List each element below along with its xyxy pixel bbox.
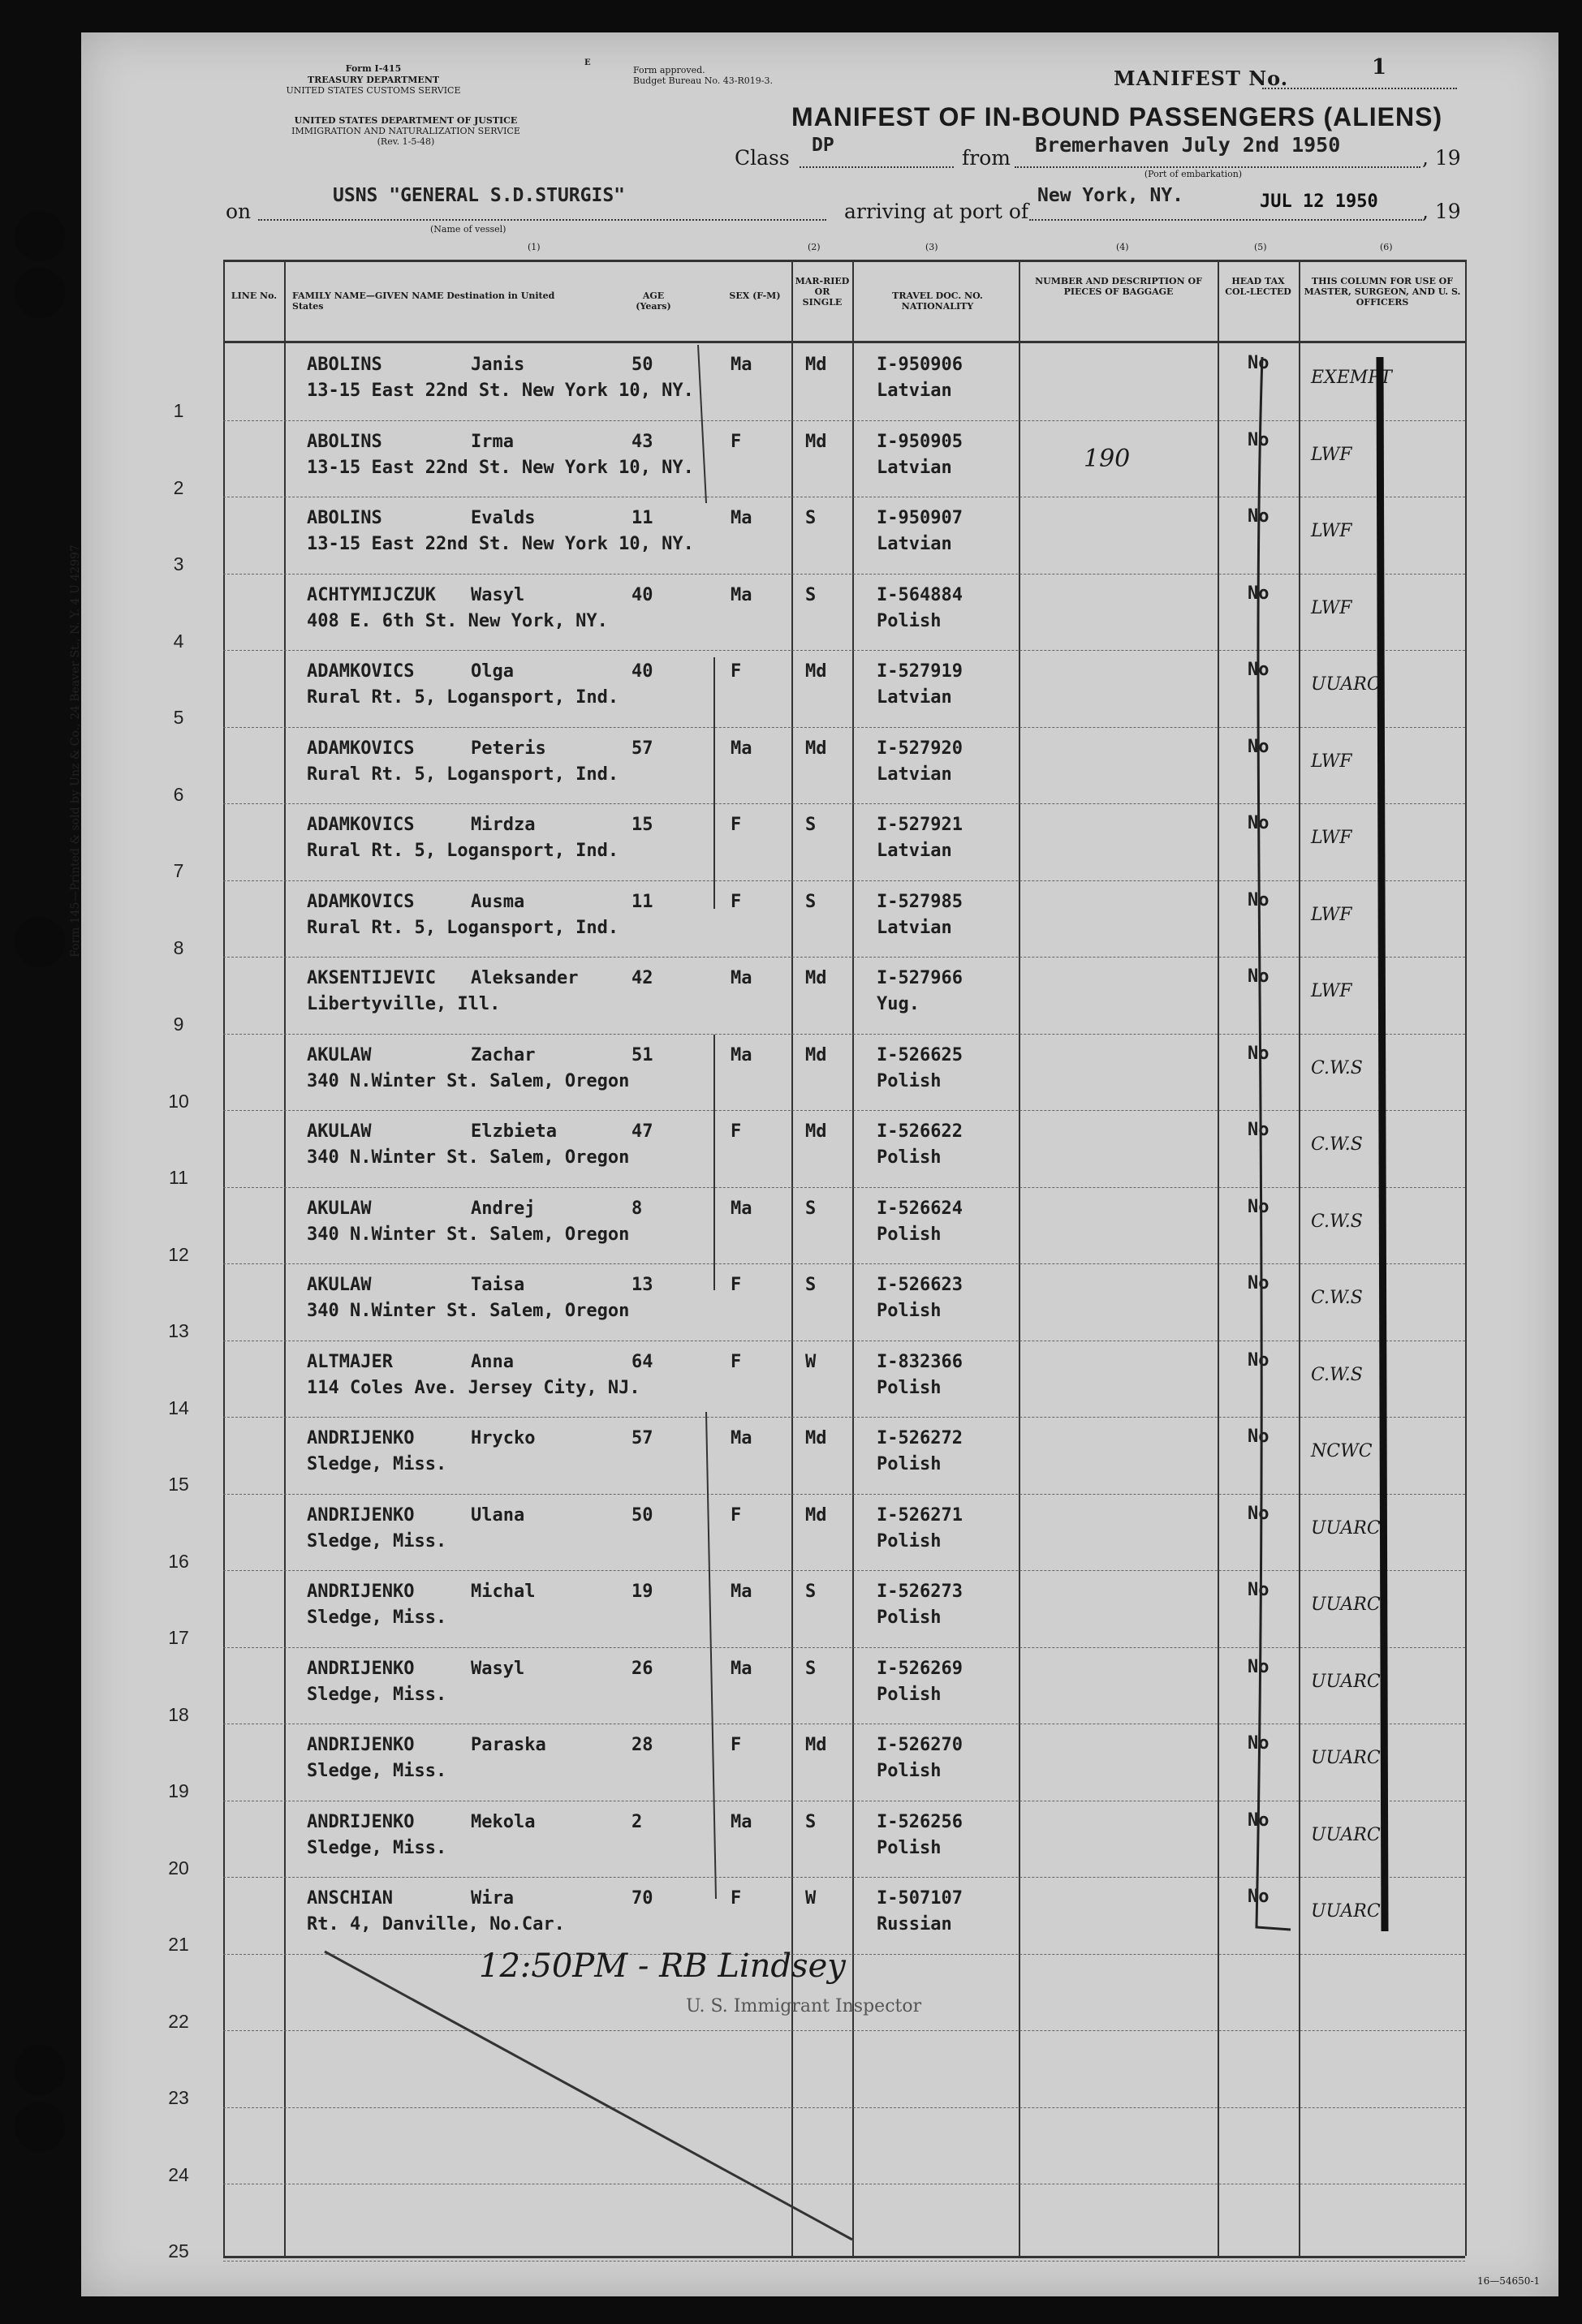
age: 15 <box>632 815 653 835</box>
officer-vertical-stroke <box>1380 357 1385 1931</box>
budget-bureau: Budget Bureau No. 43-R019-3. <box>633 75 774 86</box>
nationality: Polish <box>877 1837 942 1858</box>
destination: 340 N.Winter St. Salem, Oregon <box>307 1147 630 1168</box>
family-name: ANDRIJENKO <box>307 1582 415 1602</box>
nationality: Latvian <box>877 917 952 938</box>
marital-status: Md <box>805 1428 827 1448</box>
given-name: Ulana <box>471 1504 525 1526</box>
age: 42 <box>632 968 653 988</box>
embarkation-caption: (Port of embarkation) <box>1144 169 1243 179</box>
family-name: ADAMKOVICS <box>307 815 415 835</box>
destination: 13-15 East 22nd St. New York 10, NY. <box>307 457 694 478</box>
given-name: Anna <box>471 1351 514 1372</box>
sex: F <box>731 1888 742 1909</box>
given-name: Ausma <box>471 891 525 912</box>
marital-status: Md <box>805 968 827 988</box>
head-tax: No <box>1248 1733 1269 1754</box>
sex: Ma <box>731 355 752 375</box>
sex: F <box>731 1504 742 1526</box>
sex: Ma <box>731 508 752 528</box>
customs-service: UNITED STATES CUSTOMS SERVICE <box>286 85 461 96</box>
nationality: Polish <box>877 1530 942 1551</box>
head-tax: No <box>1248 1887 1269 1907</box>
line-number: 10 <box>168 1090 189 1112</box>
column-2-number: (2) <box>808 242 821 252</box>
age: 11 <box>632 891 653 912</box>
officer-note: LWF <box>1311 904 1352 925</box>
sex: F <box>731 1121 742 1142</box>
destination: Sledge, Miss. <box>307 1837 447 1858</box>
marital-status: S <box>805 1582 817 1602</box>
travel-doc-no: I-527919 <box>877 661 963 682</box>
class-value: DP <box>812 135 834 156</box>
destination: 13-15 East 22nd St. New York 10, NY. <box>307 534 694 554</box>
age: 50 <box>632 355 653 375</box>
family-name: ABOLINS <box>307 431 382 452</box>
col-head-tax: HEAD TAX COL-LECTED <box>1225 276 1291 297</box>
head-tax: No <box>1248 966 1269 987</box>
head-tax: No <box>1248 813 1269 833</box>
given-name: Hrycko <box>471 1428 536 1448</box>
age: 47 <box>632 1121 653 1142</box>
col-sex: SEX (F-M) <box>729 290 781 301</box>
marital-status: Md <box>805 661 827 682</box>
marital-status: S <box>805 584 817 605</box>
marital-status: Md <box>805 355 827 375</box>
given-name: Michal <box>471 1582 536 1602</box>
line-number: 3 <box>173 553 184 575</box>
nationality: Polish <box>877 610 942 631</box>
given-name: Janis <box>471 355 525 375</box>
travel-doc-no: I-950906 <box>877 355 963 375</box>
line-number: 6 <box>173 783 184 805</box>
col-line-no: LINE No. <box>231 290 278 301</box>
column-3-number: (3) <box>925 242 938 252</box>
marital-status: Md <box>805 1121 827 1142</box>
column-4-number: (4) <box>1116 242 1129 252</box>
given-name: Mekola <box>471 1811 536 1832</box>
sex: F <box>731 1351 742 1372</box>
nationality: Polish <box>877 1377 942 1398</box>
destination: Rural Rt. 5, Logansport, Ind. <box>307 764 619 785</box>
family-name: AKULAW <box>307 1275 372 1295</box>
marital-status: Md <box>805 1504 827 1526</box>
marital-status: W <box>805 1351 817 1372</box>
family-name: ANDRIJENKO <box>307 1428 415 1448</box>
family-name: AKSENTIJEVIC <box>307 968 436 988</box>
family-name: ANDRIJENKO <box>307 1658 415 1679</box>
line-number: 9 <box>173 1014 184 1035</box>
nationality: Latvian <box>877 687 952 708</box>
arriving-label: arriving at port of <box>844 200 1029 223</box>
head-tax: No <box>1248 736 1269 757</box>
given-name: Olga <box>471 661 514 682</box>
given-name: Wasyl <box>471 1658 525 1679</box>
travel-doc-no: I-526624 <box>877 1198 963 1219</box>
head-tax: No <box>1248 1120 1269 1140</box>
officer-note: NCWC <box>1311 1441 1373 1461</box>
age: 40 <box>632 584 653 605</box>
marital-status: Md <box>805 431 827 452</box>
travel-doc-no: I-526256 <box>877 1811 963 1832</box>
sex: F <box>731 891 742 912</box>
class-label: Class <box>735 146 790 170</box>
col-officers: THIS COLUMN FOR USE OF MASTER, SURGEON, AND U. S. OFFICERS <box>1304 276 1461 308</box>
footer-code: 16—54650-1 <box>1477 2275 1541 2287</box>
destination: 13-15 East 22nd St. New York 10, NY. <box>307 381 694 401</box>
line-number: 22 <box>168 2010 189 2032</box>
given-name: Andrej <box>471 1198 536 1219</box>
sex: Ma <box>731 1811 752 1832</box>
inspector-caption: U. S. Immigrant Inspector <box>686 1996 922 2016</box>
printer-side-text: Form 145—Printed & sold by Unz & Co., 24 Beaver St., N. Y. 4 U 42997 <box>69 544 82 958</box>
sex: Ma <box>731 584 752 605</box>
sex: Ma <box>731 1044 752 1065</box>
head-tax: No <box>1248 660 1269 680</box>
officer-note: LWF <box>1311 981 1352 1001</box>
officer-note: UUARC <box>1311 1824 1381 1845</box>
marital-status: S <box>805 508 817 528</box>
sex: Ma <box>731 1198 752 1219</box>
destination: Libertyville, Ill. <box>307 994 501 1014</box>
age: 28 <box>632 1735 653 1755</box>
travel-doc-no: I-527920 <box>877 738 963 759</box>
marital-status: S <box>805 1275 817 1295</box>
family-name: ANDRIJENKO <box>307 1811 415 1832</box>
destination: Sledge, Miss. <box>307 1684 447 1705</box>
nationality: Polish <box>877 1454 942 1474</box>
col-baggage: NUMBER AND DESCRIPTION OF PIECES OF BAGGAGE <box>1035 276 1202 297</box>
line-number: 18 <box>168 1703 189 1725</box>
nationality: Polish <box>877 1607 942 1628</box>
manifest-title: MANIFEST OF IN-BOUND PASSENGERS (ALIENS) <box>791 102 1443 131</box>
col-name: FAMILY NAME—GIVEN NAME Destination in United States <box>292 290 555 312</box>
vessel-caption: (Name of vessel) <box>430 224 506 235</box>
age: 51 <box>632 1044 653 1065</box>
line-number: 5 <box>173 707 184 728</box>
given-name: Evalds <box>471 508 536 528</box>
age: 43 <box>632 431 653 452</box>
line-number: 25 <box>168 2240 189 2262</box>
cancel-diagonal <box>325 1952 852 2240</box>
family-name: ALTMAJER <box>307 1351 393 1372</box>
corner-mark: E <box>584 58 591 67</box>
age: 64 <box>632 1351 653 1372</box>
destination: Sledge, Miss. <box>307 1761 447 1781</box>
given-name: Peteris <box>471 738 546 759</box>
destination: Rural Rt. 5, Logansport, Ind. <box>307 841 619 861</box>
destination: 340 N.Winter St. Salem, Oregon <box>307 1070 630 1091</box>
officer-note: UUARC <box>1311 1595 1381 1615</box>
given-name: Irma <box>471 431 514 452</box>
manifest-number: 1 <box>1372 55 1387 80</box>
head-tax: No <box>1248 583 1269 604</box>
sex: F <box>731 1735 742 1755</box>
col-married: MAR-RIED OR SINGLE <box>795 276 850 308</box>
head-tax: No <box>1248 1196 1269 1217</box>
line-number: 8 <box>173 936 184 958</box>
age: 11 <box>632 508 653 528</box>
sex: Ma <box>731 968 752 988</box>
officer-note: LWF <box>1311 521 1352 541</box>
ins-service: IMMIGRATION AND NATURALIZATION SERVICE <box>291 126 520 136</box>
travel-doc-no: I-832366 <box>877 1351 963 1372</box>
sex: F <box>731 815 742 835</box>
nationality: Polish <box>877 1684 942 1705</box>
year-suffix-2: , 19 <box>1422 200 1461 223</box>
head-tax: No <box>1248 429 1269 450</box>
arrival-date-stamp: JUL 12 1950 <box>1260 192 1378 212</box>
destination: Sledge, Miss. <box>307 1454 447 1474</box>
line-number: 4 <box>173 630 184 652</box>
travel-doc-no: I-507107 <box>877 1888 963 1909</box>
given-name: Zachar <box>471 1044 536 1065</box>
officer-note: C.W.S <box>1311 1211 1363 1232</box>
line-number: 7 <box>173 860 184 881</box>
line-number: 13 <box>168 1320 189 1341</box>
nationality: Latvian <box>877 534 952 554</box>
given-name: Paraska <box>471 1735 546 1755</box>
form-number: Form I-415 <box>345 63 402 74</box>
travel-doc-no: I-950905 <box>877 431 963 452</box>
column-5-number: (5) <box>1254 242 1267 252</box>
travel-doc-no: I-526622 <box>877 1121 963 1142</box>
officer-note: EXEMPT <box>1311 368 1392 388</box>
marital-status: S <box>805 891 817 912</box>
nationality: Yug. <box>877 994 920 1014</box>
nationality: Polish <box>877 1147 942 1168</box>
travel-doc-no: I-564884 <box>877 584 963 605</box>
sex: Ma <box>731 738 752 759</box>
family-name: ANDRIJENKO <box>307 1735 415 1755</box>
head-tax: No <box>1248 1427 1269 1447</box>
travel-doc-no: I-526270 <box>877 1735 963 1755</box>
officer-note: UUARC <box>1311 1517 1381 1539</box>
family-name: ADAMKOVICS <box>307 661 415 682</box>
travel-doc-no: I-526272 <box>877 1428 963 1448</box>
officer-note: LWF <box>1311 751 1352 772</box>
sex: Ma <box>731 1582 752 1602</box>
marital-status: Md <box>805 738 827 759</box>
tax-vertical-stroke <box>1257 357 1291 1930</box>
destination: Sledge, Miss. <box>307 1607 447 1628</box>
embarkation-port: Bremerhaven July 2nd 1950 <box>1035 133 1341 157</box>
line-number: 16 <box>168 1550 189 1572</box>
given-name: Wasyl <box>471 584 525 605</box>
line-number: 11 <box>169 1167 188 1188</box>
head-tax: No <box>1248 1043 1269 1064</box>
family-name: AKULAW <box>307 1121 372 1142</box>
col-travel-doc: TRAVEL DOC. NO. NATIONALITY <box>892 290 983 312</box>
nationality: Latvian <box>877 381 952 401</box>
nationality: Russian <box>877 1914 952 1935</box>
age: 57 <box>632 738 653 759</box>
baggage-note: 190 <box>1084 445 1131 473</box>
marital-status: S <box>805 815 817 835</box>
line-number: 12 <box>168 1243 189 1265</box>
officer-note: UUARC <box>1311 1671 1381 1692</box>
head-tax: No <box>1248 353 1269 373</box>
sex: Ma <box>731 1658 752 1679</box>
line-number: 2 <box>173 476 184 498</box>
family-name: ACHTYMIJCZUK <box>307 584 436 605</box>
treasury-dept: TREASURY DEPARTMENT <box>307 75 440 85</box>
family-name: ABOLINS <box>307 508 382 528</box>
officer-note: C.W.S <box>1311 1288 1363 1308</box>
officer-note: UUARC <box>1311 674 1381 695</box>
age: 8 <box>632 1198 643 1219</box>
family-name: ANSCHIAN <box>307 1888 393 1909</box>
nationality: Polish <box>877 1301 942 1321</box>
justice-dept: UNITED STATES DEPARTMENT OF JUSTICE <box>294 115 518 126</box>
nationality: Latvian <box>877 457 952 478</box>
head-tax: No <box>1248 1349 1269 1371</box>
from-label: from <box>962 146 1011 170</box>
marital-status: S <box>805 1658 817 1679</box>
column-6-number: (6) <box>1380 242 1393 252</box>
family-name: AKULAW <box>307 1044 372 1065</box>
column-1-number: (1) <box>528 242 541 252</box>
line-number: 24 <box>168 2163 189 2185</box>
nationality: Polish <box>877 1224 942 1245</box>
nationality: Latvian <box>877 841 952 861</box>
head-tax: No <box>1248 889 1269 910</box>
line-number: 15 <box>168 1474 189 1495</box>
head-tax: No <box>1248 1810 1269 1831</box>
officer-note: UUARC <box>1311 1748 1381 1768</box>
officer-note: UUARC <box>1311 1901 1381 1922</box>
line-number: 14 <box>168 1397 189 1418</box>
travel-doc-no: I-527985 <box>877 891 963 912</box>
destination: Sledge, Miss. <box>307 1530 447 1551</box>
family-name: ANDRIJENKO <box>307 1504 415 1526</box>
officer-note: C.W.S <box>1311 1134 1363 1155</box>
col-age: AGE (Years) <box>636 290 671 312</box>
officer-note: C.W.S <box>1311 1364 1363 1385</box>
officer-note: LWF <box>1311 828 1352 848</box>
age: 2 <box>632 1811 643 1832</box>
nationality: Latvian <box>877 764 952 785</box>
family-name: ADAMKOVICS <box>307 738 415 759</box>
line-number: 23 <box>168 2087 189 2108</box>
family-name: AKULAW <box>307 1198 372 1219</box>
destination: Rural Rt. 5, Logansport, Ind. <box>307 917 619 938</box>
vessel-name: USNS "GENERAL S.D.STURGIS" <box>333 185 626 206</box>
travel-doc-no: I-526269 <box>877 1658 963 1679</box>
given-name: Mirdza <box>471 815 536 835</box>
age: 50 <box>632 1504 653 1526</box>
given-name: Taisa <box>471 1275 525 1295</box>
nationality: Polish <box>877 1070 942 1091</box>
travel-doc-no: I-526625 <box>877 1044 963 1065</box>
family-name: ABOLINS <box>307 355 382 375</box>
marital-status: Md <box>805 1044 827 1065</box>
marital-status: S <box>805 1198 817 1219</box>
travel-doc-no: I-526271 <box>877 1504 963 1526</box>
head-tax: No <box>1248 1503 1269 1524</box>
destination: 114 Coles Ave. Jersey City, NJ. <box>307 1377 640 1398</box>
manifest-label: MANIFEST No. <box>1114 67 1289 90</box>
destination: Rural Rt. 5, Logansport, Ind. <box>307 687 619 708</box>
travel-doc-no: I-527966 <box>877 968 963 988</box>
form-approved: Form approved. <box>633 65 705 75</box>
given-name: Elzbieta <box>471 1121 557 1142</box>
destination: 408 E. 6th St. New York, NY. <box>307 610 608 631</box>
sex: F <box>731 661 742 682</box>
officer-note: LWF <box>1311 597 1352 618</box>
sex: F <box>731 431 742 452</box>
nationality: Polish <box>877 1761 942 1781</box>
head-tax: No <box>1248 1580 1269 1600</box>
head-tax: No <box>1248 506 1269 527</box>
marital-status: S <box>805 1811 817 1832</box>
sex: Ma <box>731 1428 752 1448</box>
inspector-signature: 12:50PM - RB Lindsey <box>479 1947 846 1985</box>
travel-doc-no: I-527921 <box>877 815 963 835</box>
line-number: 20 <box>168 1857 189 1879</box>
given-name: Wira <box>471 1888 514 1909</box>
line-number: 19 <box>168 1780 189 1801</box>
line-number: 17 <box>168 1627 189 1648</box>
line-number: 1 <box>173 400 184 421</box>
age: 40 <box>632 661 653 682</box>
arrival-port: New York, NY. <box>1037 185 1184 206</box>
year-suffix: , 19 <box>1422 146 1461 170</box>
marital-status: W <box>805 1888 817 1909</box>
officer-note: C.W.S <box>1311 1057 1363 1078</box>
age: 57 <box>632 1428 653 1448</box>
revision: (Rev. 1-5-48) <box>377 136 435 147</box>
travel-doc-no: I-950907 <box>877 508 963 528</box>
officer-note: LWF <box>1311 444 1352 465</box>
age: 26 <box>632 1658 653 1679</box>
age: 19 <box>632 1582 653 1602</box>
destination: 340 N.Winter St. Salem, Oregon <box>307 1224 630 1245</box>
head-tax: No <box>1248 1273 1269 1293</box>
family-name: ADAMKOVICS <box>307 891 415 912</box>
line-number: 21 <box>168 1934 189 1955</box>
travel-doc-no: I-526623 <box>877 1275 963 1295</box>
age: 70 <box>632 1888 653 1909</box>
destination: 340 N.Winter St. Salem, Oregon <box>307 1301 630 1321</box>
marital-status: Md <box>805 1735 827 1755</box>
head-tax: No <box>1248 1656 1269 1677</box>
destination: Rt. 4, Danville, No.Car. <box>307 1914 565 1935</box>
on-label: on <box>226 200 252 223</box>
given-name: Aleksander <box>471 968 579 988</box>
travel-doc-no: I-526273 <box>877 1582 963 1602</box>
age: 13 <box>632 1275 653 1295</box>
sex: F <box>731 1275 742 1295</box>
